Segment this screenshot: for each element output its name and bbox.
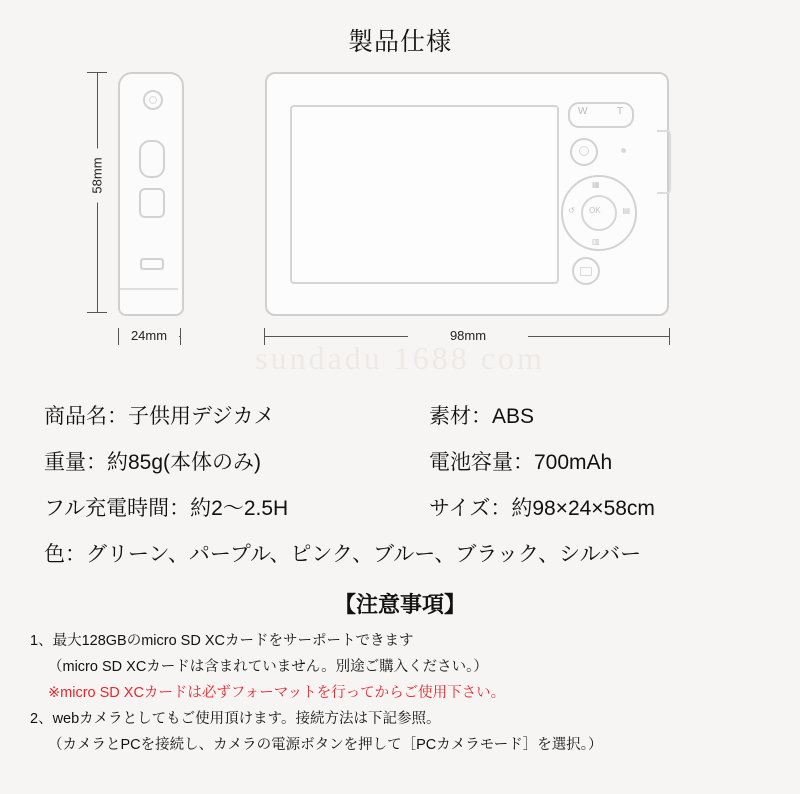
- page-title: 製品仕様: [347, 28, 452, 56]
- dpad-right-icon: ▤: [622, 206, 630, 215]
- list-item: （micro SD XCカードは含まれていません。別途ご購入ください。）: [48, 659, 488, 675]
- dimension-height-label: 58mm: [90, 149, 105, 203]
- dimension-height: [82, 72, 112, 312]
- zoom-tele-label: T: [616, 106, 623, 117]
- strap-slit: [657, 130, 671, 194]
- spec-material: 素材：ABS: [429, 405, 535, 428]
- list-item: （カメラとPCを接続し、カメラの電源ボタンを押して［PCカメラモード］を選択。）: [48, 737, 603, 753]
- table-row: [0, 392, 800, 438]
- list-item: 1、最大128GBのmicro SD XCカードをサーポートできます: [30, 633, 414, 649]
- specifications-table: [0, 392, 800, 576]
- product-diagram: [0, 60, 800, 360]
- spec-battery-capacity: 電池容量：700mAh: [429, 451, 613, 474]
- dimension-width-label: 98mm: [408, 328, 528, 343]
- menu-button-icon: [572, 257, 600, 285]
- notes-list: [0, 628, 800, 758]
- dimension-height-cap-top: [87, 72, 107, 73]
- dimension-depth-label: 24mm: [119, 328, 179, 343]
- zoom-rocker-control: [568, 102, 634, 128]
- dpad-ok-button: [581, 195, 617, 231]
- notes-heading: 【注意事項】: [333, 592, 466, 617]
- spec-weight: 重量：約85g(本体のみ): [44, 451, 262, 474]
- dpad-up-icon: ▦: [592, 180, 600, 189]
- dimension-height-cap-bottom: [87, 312, 107, 313]
- side-lens-icon: [143, 90, 163, 110]
- camera-lcd-screen: [290, 105, 559, 284]
- spec-charge-time: フル充電時間：約2〜2.5H: [44, 497, 289, 520]
- zoom-wide-label: W: [578, 106, 588, 117]
- spec-product-name: 商品名：子供用デジカメ: [44, 405, 275, 428]
- spec-size: サイズ：約98×24×58cm: [429, 497, 655, 520]
- side-usb-port-icon: [140, 258, 164, 270]
- dpad-down-icon: ▥: [592, 237, 600, 246]
- table-row: [0, 484, 800, 530]
- status-led-indicator: [621, 148, 626, 153]
- side-button-upper: [139, 140, 165, 178]
- side-seam-line: [120, 288, 178, 290]
- side-button-lower: [139, 188, 165, 218]
- list-item-warning: ※micro SD XCカードは必ずフォーマットを行ってからご使用下さい。: [48, 685, 506, 701]
- power-button-icon: [570, 138, 598, 166]
- list-item: 2、webカメラとしてもご使用頂けます。接続方法は下記参照。: [30, 711, 441, 727]
- watermark-text: sundadu 1688 com: [255, 340, 545, 376]
- table-row: [0, 438, 800, 484]
- spec-colors: 色：グリーン、パープル、ピンク、ブルー、ブラック、シルバー: [44, 543, 642, 566]
- dpad-left-icon: ↺: [568, 206, 575, 215]
